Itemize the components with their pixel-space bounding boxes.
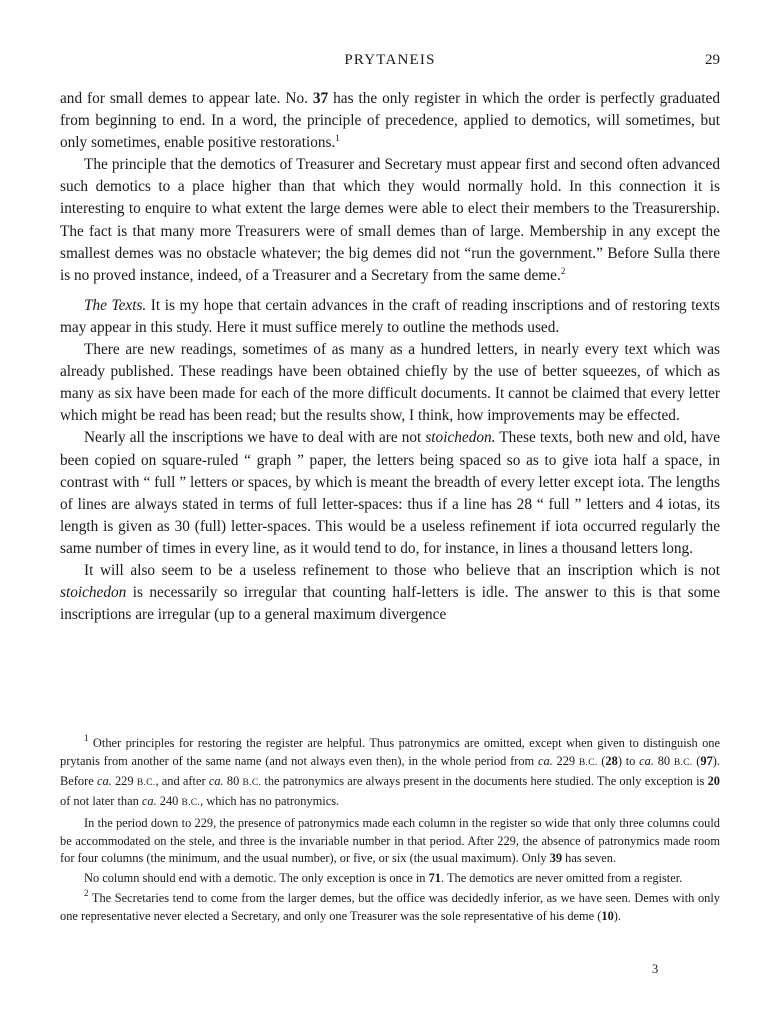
paragraph-1: and for small demes to appear late. No. 37 has the only register in which the order is perfectly graduated from beginning to end. In a word, the principle of precedence, applied to demotics, will sometimes, but only sometimes, enable positive restorations.$^1$ <box>60 90 720 152</box>
paragraph-4: There are new readings, sometimes of as many as a hundred letters, in nearly every text which was already published. These readings have been obtained chiefly by the use of better squeezes, of which as many as six have been made for each of the more difficult documents. It cannot be claimed that every letter which might be read has been read; but the results show, I think, how improvements may be effected. <box>60 341 720 425</box>
register-number: 37 <box>312 90 329 107</box>
paragraph-3: The Texts. It is my hope that certain advances in the craft of reading inscriptions and of restoring texts may appear in this study. Here it must suffice merely to outline the methods used. <box>60 296 721 336</box>
footnote-1-continued: In the period down to 229, the presence of patronymics made each column in the register so wide that only three columns could be accommodated on the stele, and three is the invariable number in that period. After 229, the absence of patronymics made room for four columns (the minimum, and the usual number), or five, or six (the usual maximum). Only 39 has seven. <box>60 815 720 866</box>
signature-mark: 3 <box>652 962 659 976</box>
footnote-mark-2: 2 <box>84 888 89 899</box>
paragraph-6: It will also seem to be a useless refinement to those who believe that an inscription which is not stoichedon is necessarily so irregular that counting half-letters is idle. The answer to this is that some inscriptions are irregular (up to a general maximum divergence <box>60 561 720 624</box>
paragraph-2: The principle that the demotics of Treasurer and Secretary must appear first and second often advanced such demotics to a place higher than that which they would normally hold. In this connection it is interesting to enquire to what extent the large demes were able to elect their members to the Treasurership. The fact is that many more Treasurers were of small demes than of large. Membership in any except the smallest demes was no obstacle whatever; the big demes did not “run the government.” Before Sulla there is no proved instance, indeed, of a Treasurer and a Secretary from the same deme.$^2$ <box>60 156 720 284</box>
footnote-ref-1: 1 <box>335 133 340 144</box>
paragraph-5: Nearly all the inscriptions we have to deal with are not stoichedon. These texts, both new and old, have been copied on square-ruled “ graph ” paper, the letters being spaced so as to give iota half a space, in contrast with “ full ” letters or spaces, by which is meant the breadth of every letter except iota. The lengths of lines are always stated in terms of full letter-spaces: thus if a line has 28 “ full ” letters and 4 iotas, its length is given as 30 (full) letter-spaces. This would be a useless refinement if iota occurred regularly the same number of times in every line, as it would tend to do, for instance, in lines a thousand letters long. <box>60 429 720 557</box>
footnote-ref-2: 2 <box>560 265 566 276</box>
footnotes <box>60 735 720 926</box>
footnote-mark-1: 1 <box>84 733 89 743</box>
term-stoichedon: stoichedon. <box>425 429 496 447</box>
term-stoichedon: stoichedon <box>60 584 127 602</box>
page-header <box>60 52 720 74</box>
main-text <box>60 88 720 626</box>
footnote-1-continued: No column should end with a demotic. The only exception is once in 71. The demotics are never omitted from a register. <box>84 871 683 886</box>
page-number: 29 <box>705 52 720 68</box>
running-title: PRYTANEIS <box>344 52 436 68</box>
footnote-1: $^1$ Other principles for restoring the register are helpful. Thus patronymics are omitted, except when given to distinguish one prytanis from another of the same name (and not always even then), in the whole period from ca. 229 B.C. (28) to ca. 80 B.C. (97). Before ca. 229 B.C., and after ca. 80 B.C. the patronymics are always present in the documents here studied. The only exception is 20 of not later than ca. 240 B.C., which has no patronymics. <box>60 733 721 808</box>
section-heading: The Texts. <box>84 296 147 314</box>
footnote-2: $^2$ The Secretaries tend to come from the larger demes, but the office was decidedly inferior, as we have seen. Demes with only one representative never elected a Secretary, and only one Treasurer was the sole representative of his deme (10). <box>60 888 720 924</box>
